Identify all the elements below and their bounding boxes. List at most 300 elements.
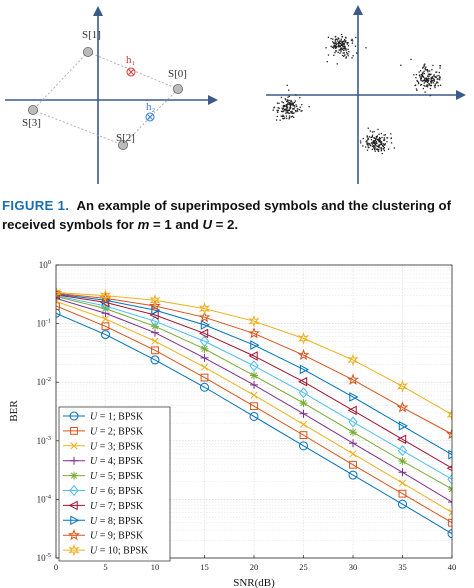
cluster-dot [340,47,341,48]
cluster-dot [427,70,428,71]
cluster-dot [337,43,338,44]
cluster-dot [284,117,285,118]
cluster-bottom [360,128,395,155]
right-x-arrow [456,90,466,100]
caption-text: = 1 and [149,217,203,232]
cluster-dot [381,137,382,138]
cluster-dot [335,39,336,40]
cluster-dot [385,134,386,135]
cluster-dot [292,103,293,104]
cluster-dot [341,39,342,40]
cluster-dot [340,46,341,47]
cluster-dot [372,141,373,142]
cluster-dot [437,75,438,76]
cluster-dot [289,113,290,114]
cluster-dot [347,49,348,50]
cluster-dot [367,136,368,137]
cluster-dot [339,53,340,54]
cluster-dot [292,108,293,109]
cluster-dot [428,80,429,81]
cluster-dot [290,100,291,101]
caption-var-u: U [202,217,213,232]
cluster-dot [277,116,278,117]
cluster-dot [287,110,288,111]
cluster-dot [384,150,385,151]
cluster-dot [427,71,428,72]
cluster-dot [285,99,286,100]
cluster-dot [282,116,283,117]
cluster-dot [284,109,285,110]
label-s0: S[0] [168,68,187,80]
cluster-dot [325,47,326,48]
cluster-dot [276,119,277,120]
cluster-dot [334,43,335,44]
cluster-dot [430,88,431,89]
cluster-dot [283,102,284,103]
cluster-dot [413,74,414,75]
legend-label: U = 9; BPSK [90,530,144,542]
cluster-dot [290,104,291,105]
cluster-dot [295,104,296,105]
cluster-dot [390,133,391,134]
cluster-dot [427,84,428,85]
cluster-dot [277,103,278,104]
cluster-dot [367,143,368,144]
figure-caption [2,196,472,234]
cluster-dot [344,52,345,53]
cluster-dot [346,56,347,57]
cluster-dot [440,65,441,66]
cluster-dot [414,85,415,86]
cluster-dot [294,105,295,106]
cluster-dot [287,85,288,86]
legend-label: U = 7; BPSK [90,500,144,512]
x-tick-label: 25 [299,562,308,572]
cluster-dot [380,138,381,139]
cluster-dot [367,150,368,151]
cluster-dot [435,85,436,86]
x-tick-label: 15 [200,562,209,572]
cluster-dot [283,106,284,107]
caption-label: FIGURE 1. [2,198,70,213]
cluster-dot [378,144,379,145]
cluster-dot [381,143,382,144]
cluster-dot [343,48,344,49]
cluster-dot [299,109,300,110]
caption-text: = 2. [212,217,239,232]
data-point [250,372,258,380]
left-panel [5,6,218,184]
cluster-dot [335,48,336,49]
cluster-dot [295,94,296,95]
legend-label: U = 6; BPSK [90,486,144,497]
cluster-dot [291,101,292,102]
cluster-dot [285,113,286,114]
legend-label: U = 2; BPSK [90,426,144,438]
cluster-dot [273,107,274,108]
cluster-dot [345,41,346,42]
cluster-dot [372,149,373,150]
cluster-dot [438,75,439,76]
cluster-dot [299,97,300,98]
cluster-dot [297,109,298,110]
cluster-dot [376,136,377,137]
cluster-dot [419,75,420,76]
cluster-dot [291,116,292,117]
y-tick-label: $10^{-3}$ [36,434,51,446]
cluster-dot [340,51,341,52]
label-s3: S[3] [22,117,41,129]
cluster-dot [286,111,287,112]
cluster-dot [424,71,425,72]
cluster-dot [278,103,279,104]
cluster-dot [430,81,431,82]
constellation-figure [0,0,474,190]
cluster-dot [295,100,296,101]
cluster-dot [344,55,345,56]
cluster-dot [373,143,374,144]
left-x-arrow [208,95,218,105]
cluster-dot [384,147,385,148]
h1-marker-icon [127,68,135,76]
cluster-dot [428,85,429,86]
cluster-dot [343,43,344,44]
cluster-dot [429,74,430,75]
cluster-dot [343,41,344,42]
cluster-dot [379,137,380,138]
cluster-dot [387,137,388,138]
cluster-dot [388,149,389,150]
legend-label: U = 5; BPSK [90,471,144,483]
cluster-dot [435,72,436,73]
cluster-dot [424,66,425,67]
cluster-dot [391,142,392,143]
label-h2: h₂ [146,101,156,113]
cluster-dot [380,147,381,148]
cluster-dot [280,120,281,121]
x-tick-label: 30 [348,562,358,572]
cluster-dot [287,106,288,107]
cluster-dot [428,78,429,79]
cluster-dot [424,73,425,74]
cluster-dot [439,79,440,80]
dashed-link [33,52,88,110]
cluster-dot [289,115,290,116]
cluster-dot [375,138,376,139]
legend-label: U = 1; BPSK [90,411,144,423]
cluster-dot [424,64,425,65]
cluster-dot [362,145,363,146]
cluster-dot [335,50,336,51]
cluster-dot [287,97,288,98]
cluster-dot [335,40,336,41]
cluster-dot [427,80,428,81]
cluster-dot [380,141,381,142]
cluster-dot [424,82,425,83]
legend-label: U = 4; BPSK [90,456,144,468]
cluster-dot [301,110,302,111]
cluster-dot [428,74,429,75]
cluster-dot [384,144,385,145]
cluster-dot [356,52,357,53]
cluster-dot [346,53,347,54]
cluster-dot [292,113,293,114]
cluster-dot [281,111,282,112]
cluster-dot [439,72,440,73]
cluster-dot [289,96,290,97]
cluster-dot [383,135,384,136]
cluster-dot [346,42,347,43]
cluster-dot [375,151,376,152]
cluster-dot [340,43,341,44]
cluster-dot [327,61,328,62]
dashed-link [33,110,123,145]
cluster-dot [432,65,433,66]
cluster-dot [372,131,373,132]
cluster-dot [434,74,435,75]
x-tick-label: 0 [53,562,59,572]
cluster-dot [373,131,374,132]
cluster-dot [344,39,345,40]
cluster-dot [421,77,422,78]
legend [59,407,170,561]
cluster-dot [297,110,298,111]
cluster-dot [295,111,296,112]
cluster-dot [365,47,366,48]
cluster-dot [435,84,436,85]
cluster-dot [431,69,432,70]
cluster-dot [286,108,287,109]
cluster-dot [381,133,382,134]
cluster-dot [369,144,370,145]
cluster-dot [282,108,283,109]
cluster-dot [420,80,421,81]
cluster-dot [283,108,284,109]
cluster-dot [355,37,356,38]
symbol-point-s3 [28,105,37,114]
cluster-dot [420,70,421,71]
x-axis-label: SNR(dB) [233,577,275,588]
cluster-dot [378,146,379,147]
cluster-dot [367,145,368,146]
cluster-dot [293,117,294,118]
cluster-dot [334,52,335,53]
ber-chart [0,255,474,588]
cluster-dot [369,136,370,137]
cluster-dot [381,144,382,145]
cluster-dot [421,74,422,75]
cluster-dot [425,67,426,68]
legend-label: U = 8; BPSK [90,515,144,527]
symbol-clusters [273,34,442,154]
x-tick-label: 20 [249,562,259,572]
label-h1: h₁ [126,54,136,66]
symbol-point-s0 [173,84,182,93]
cluster-dot [378,139,379,140]
cluster-dot [424,86,425,87]
cluster-dot [368,138,369,139]
cluster-dot [300,107,301,108]
cluster-dot [375,144,376,145]
cluster-dot [378,134,379,135]
cluster-dot [334,46,335,47]
cluster-dot [376,143,377,144]
cluster-dot [368,128,369,129]
cluster-dot [382,145,383,146]
cluster-dot [355,46,356,47]
cluster-top [325,34,366,65]
cluster-dot [287,112,288,113]
cluster-dot [440,77,441,78]
cluster-dot [287,99,288,100]
cluster-dot [344,47,345,48]
cluster-dot [417,81,418,82]
cluster-dot [431,85,432,86]
cluster-dot [371,142,372,143]
cluster-dot [421,84,422,85]
cluster-dot [375,145,376,146]
cluster-dot [278,110,279,111]
cluster-dot [294,106,295,107]
y-tick-label: $10^{-1}$ [36,317,51,329]
cluster-dot [434,81,435,82]
cluster-dot [332,41,333,42]
cluster-dot [366,141,367,142]
cluster-dot [292,116,293,117]
cluster-dot [339,49,340,50]
cluster-dot [373,147,374,148]
cluster-dot [345,37,346,38]
cluster-dot [286,116,287,117]
cluster-dot [286,105,287,106]
cluster-dot [438,85,439,86]
cluster-dot [437,78,438,79]
cluster-dot [424,78,425,79]
cluster-dot [415,77,416,78]
cluster-dot [434,87,435,88]
cluster-dot [427,82,428,83]
cluster-dot [331,38,332,39]
cluster-dot [338,45,339,46]
cluster-dot [422,80,423,81]
cluster-dot [282,109,283,110]
cluster-dot [374,148,375,149]
cluster-dot [429,70,430,71]
cluster-dot [370,130,371,131]
cluster-dot [440,85,441,86]
y-tick-label: $10^{-5}$ [36,552,51,563]
cluster-dot [391,137,392,138]
cluster-dot [342,55,343,56]
cluster-dot [436,83,437,84]
legend-label: U = 10; BPSK [90,545,149,557]
cluster-dot [343,50,344,51]
cluster-dot [286,118,287,119]
cluster-dot [431,78,432,79]
x-tick-label: 5 [103,562,108,572]
cluster-dot [439,67,440,68]
cluster-dot [332,47,333,48]
cluster-dot [360,140,361,141]
x-tick-label: 10 [150,562,160,572]
cluster-dot [333,55,334,56]
cluster-dot [383,148,384,149]
cluster-dot [425,80,426,81]
cluster-dot [369,143,370,144]
cluster-dot [341,36,342,37]
cluster-dot [335,43,336,44]
data-point [300,399,308,407]
cluster-dot [332,39,333,40]
label-s2: S[2] [116,132,135,144]
cluster-dot [328,37,329,38]
cluster-dot [352,43,353,44]
cluster-dot [363,138,364,139]
data-point [349,428,357,436]
cluster-dot [294,102,295,103]
cluster-dot [290,106,291,107]
cluster-dot [377,146,378,147]
cluster-dot [277,112,278,113]
cluster-left [273,85,310,121]
cluster-dot [288,109,289,110]
cluster-dot [373,137,374,138]
cluster-dot [428,76,429,77]
cluster-dot [348,51,349,52]
cluster-dot [278,107,279,108]
cluster-dot [428,83,429,84]
cluster-dot [360,142,361,143]
cluster-dot [432,76,433,77]
cluster-dot [418,83,419,84]
cluster-dot [328,54,329,55]
cluster-dot [348,55,349,56]
cluster-dot [348,42,349,43]
cluster-dot [340,40,341,41]
cluster-dot [410,59,411,60]
cluster-dot [379,147,380,148]
y-tick-label: $10^0$ [38,259,51,270]
cluster-dot [432,80,433,81]
cluster-dot [287,101,288,102]
y-tick-label: $10^{-4}$ [36,493,51,505]
caption-var-m: m [137,217,150,232]
cluster-dot [296,106,297,107]
cluster-dot [436,81,437,82]
cluster-dot [431,79,432,80]
caption-text: An example of superimposed symbols and the clustering of received symbols for [2,198,451,232]
y-axis-label: BER [8,400,20,422]
cluster-dot [341,34,342,35]
cluster-dot [335,36,336,37]
cluster-dot [425,81,426,82]
cluster-dot [283,111,284,112]
cluster-dot [385,143,386,144]
x-tick-label: 35 [398,562,407,572]
legend-label: U = 3; BPSK [90,441,144,453]
cluster-dot [353,55,354,56]
cluster-dot [281,101,282,102]
cluster-dot [430,95,431,96]
cluster-dot [416,88,417,89]
cluster-dot [346,52,347,53]
cluster-dot [281,97,282,98]
cluster-dot [289,117,290,118]
cluster-dot [382,153,383,154]
cluster-dot [423,88,424,89]
cluster-dot [288,100,289,101]
data-point [399,457,407,465]
